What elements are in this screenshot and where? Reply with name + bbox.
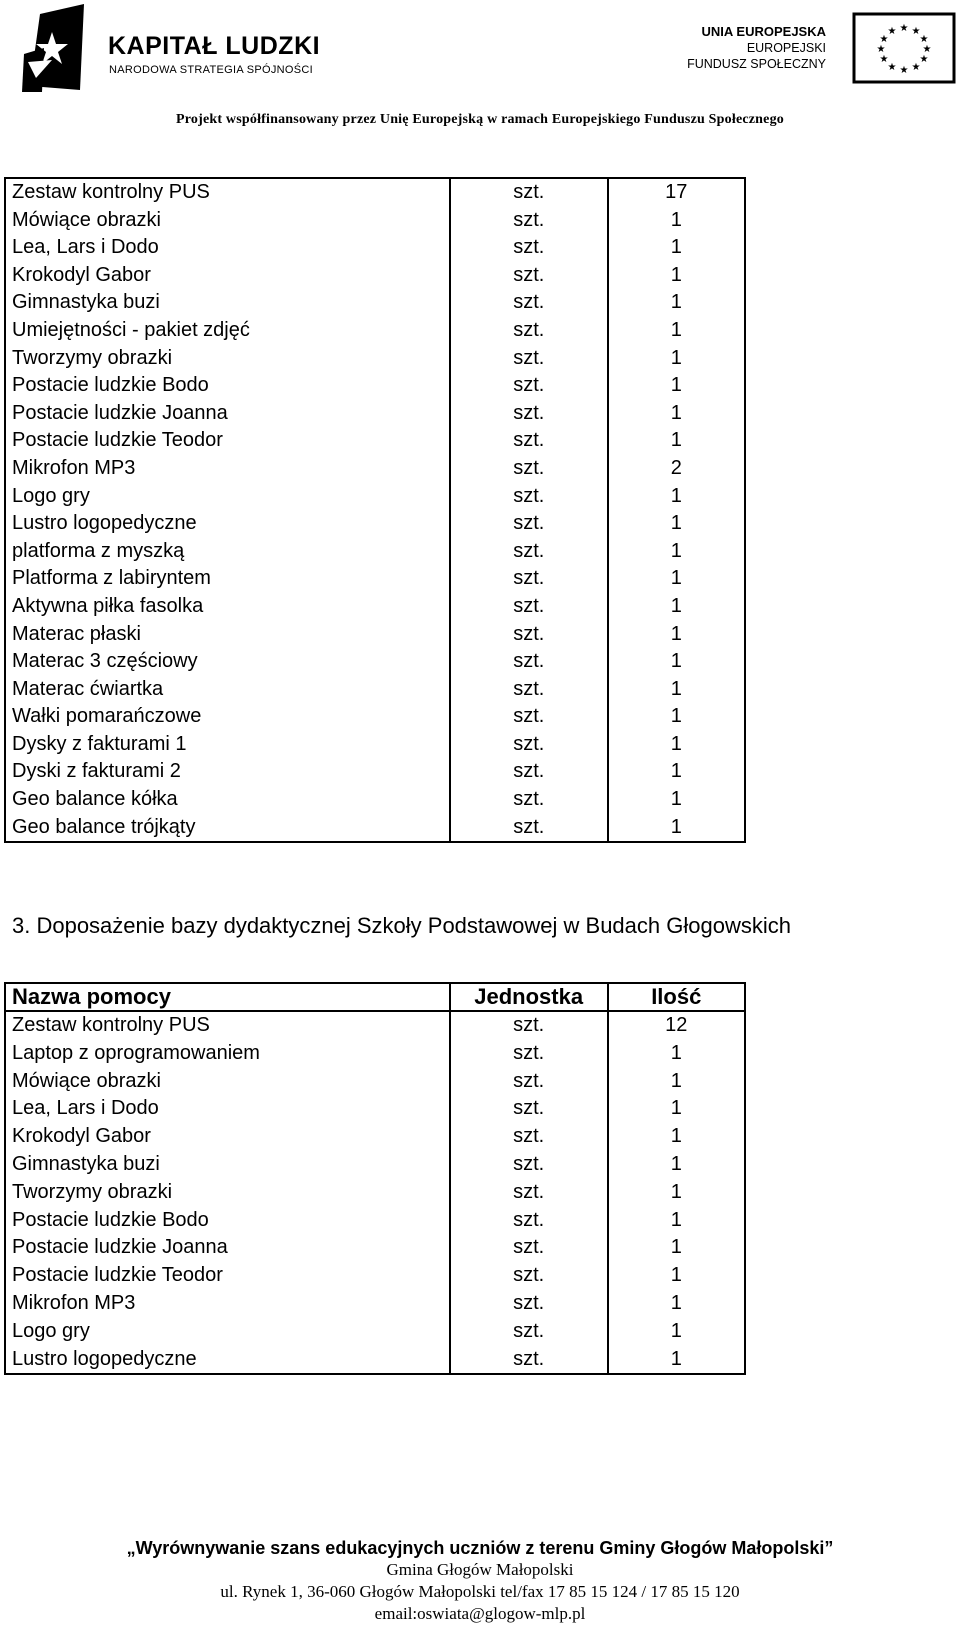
svg-text:★: ★: [899, 23, 909, 34]
svg-text:★: ★: [911, 26, 921, 37]
svg-text:★: ★: [876, 44, 886, 55]
item-quantity: 1: [608, 593, 746, 621]
table-row: [5, 1123, 745, 1151]
table-row: [5, 1011, 745, 1040]
item-name: Lustro logopedyczne: [5, 510, 450, 538]
item-quantity: 1: [608, 1346, 745, 1375]
table-row: [5, 538, 745, 566]
table-row: [5, 1262, 745, 1290]
table-row: [5, 1290, 745, 1318]
item-name: Lustro logopedyczne: [5, 1346, 450, 1375]
footer-email: email:oswiata@glogow-mlp.pl: [374, 1604, 586, 1623]
item-quantity: 1: [608, 676, 746, 704]
header-name: Nazwa pomocy: [5, 983, 450, 1011]
table-row: [5, 1234, 745, 1262]
svg-text:★: ★: [887, 26, 897, 37]
item-name: Zestaw kontrolny PUS: [5, 178, 450, 207]
item-name: Dysky z fakturami 1: [5, 731, 450, 759]
item-name: Umiejętności - pakiet zdjęć: [5, 317, 450, 345]
svg-text:★: ★: [899, 65, 909, 76]
item-quantity: 1: [608, 510, 746, 538]
item-unit: szt.: [450, 731, 607, 759]
item-name: platforma z myszką: [5, 538, 450, 566]
table-row: [5, 814, 745, 843]
item-name: Mikrofon MP3: [5, 1290, 450, 1318]
item-unit: szt.: [450, 234, 607, 262]
page-footer: [0, 1537, 960, 1625]
item-name: Gimnastyka buzi: [5, 289, 450, 317]
table-row: [5, 1068, 745, 1096]
svg-text:★: ★: [911, 62, 921, 73]
item-unit: szt.: [450, 676, 607, 704]
item-unit: szt.: [450, 1123, 608, 1151]
item-unit: szt.: [450, 317, 607, 345]
item-unit: szt.: [450, 510, 607, 538]
item-name: Geo balance trójkąty: [5, 814, 450, 843]
item-unit: szt.: [450, 1290, 608, 1318]
item-quantity: 1: [608, 1095, 745, 1123]
table-row: [5, 207, 745, 235]
item-quantity: 1: [608, 1179, 745, 1207]
svg-text:★: ★: [919, 34, 929, 45]
item-quantity: 1: [608, 1290, 745, 1318]
item-name: Laptop z oprogramowaniem: [5, 1040, 450, 1068]
table-row: [5, 262, 745, 290]
table-row: [5, 703, 745, 731]
eu-logo-line3: FUNDUSZ SPOŁECZNY: [687, 57, 826, 71]
item-quantity: 1: [608, 207, 746, 235]
item-quantity: 1: [608, 1123, 745, 1151]
item-name: Postacie ludzkie Teodor: [5, 1262, 450, 1290]
item-name: Krokodyl Gabor: [5, 262, 450, 290]
table-row: [5, 483, 745, 511]
table-row: [5, 1207, 745, 1235]
item-quantity: 1: [608, 1262, 745, 1290]
item-name: Wałki pomarańczowe: [5, 703, 450, 731]
item-name: Krokodyl Gabor: [5, 1123, 450, 1151]
item-quantity: 1: [608, 1207, 745, 1235]
item-quantity: 2: [608, 455, 746, 483]
item-unit: szt.: [450, 483, 607, 511]
item-quantity: 1: [608, 372, 746, 400]
item-name: Logo gry: [5, 1318, 450, 1346]
table-row: [5, 676, 745, 704]
item-unit: szt.: [450, 1346, 608, 1375]
item-name: Tworzymy obrazki: [5, 1179, 450, 1207]
item-unit: szt.: [450, 1207, 608, 1235]
eu-logo-text: [687, 24, 826, 72]
table-row: [5, 372, 745, 400]
cofinancing-note: Projekt współfinansowany przez Unię Europejską w ramach Europejskiego Funduszu Społecznego: [176, 112, 784, 127]
item-unit: szt.: [450, 1318, 608, 1346]
table-row: [5, 731, 745, 759]
item-name: Materac płaski: [5, 621, 450, 649]
item-unit: szt.: [450, 538, 607, 566]
item-quantity: 1: [608, 565, 746, 593]
table-row: [5, 178, 745, 207]
footer-project: „Wyrównywanie szans edukacyjnych uczniów z terenu Gminy Głogów Małopolski”: [126, 1538, 834, 1558]
item-unit: szt.: [450, 1011, 608, 1040]
table-row: [5, 786, 745, 814]
item-name: Logo gry: [5, 483, 450, 511]
item-quantity: 1: [608, 758, 746, 786]
item-unit: szt.: [450, 1151, 608, 1179]
table-row: [5, 1179, 745, 1207]
item-unit: szt.: [450, 786, 607, 814]
item-name: Materac ćwiartka: [5, 676, 450, 704]
item-quantity: 1: [608, 703, 746, 731]
item-quantity: 1: [608, 648, 746, 676]
item-unit: szt.: [450, 1179, 608, 1207]
svg-text:★: ★: [919, 54, 929, 65]
logo-title: KAPITAŁ LUDZKI: [108, 32, 321, 60]
item-unit: szt.: [450, 1040, 608, 1068]
item-quantity: 17: [608, 178, 746, 207]
item-unit: szt.: [450, 648, 607, 676]
item-unit: szt.: [450, 621, 607, 649]
item-name: Geo balance kółka: [5, 786, 450, 814]
table-row: [5, 621, 745, 649]
eu-flag-icon: [852, 12, 956, 84]
section-title: 3. Doposażenie bazy dydaktycznej Szkoły Podstawowej w Budach Głogowskich: [12, 913, 791, 938]
item-quantity: 1: [608, 538, 746, 566]
logo-subtitle: NARODOWA STRATEGIA SPÓJNOŚCI: [109, 64, 313, 76]
eu-logo-line1: UNIA EUROPEJSKA: [701, 24, 826, 39]
svg-text:★: ★: [887, 62, 897, 73]
table-row: [5, 648, 745, 676]
item-unit: szt.: [450, 289, 607, 317]
item-quantity: 1: [608, 1234, 745, 1262]
item-name: Postacie ludzkie Joanna: [5, 1234, 450, 1262]
table-row: [5, 758, 745, 786]
item-quantity: 1: [608, 1318, 745, 1346]
table-row: [5, 1151, 745, 1179]
item-unit: szt.: [450, 1095, 608, 1123]
table-row: [5, 593, 745, 621]
item-quantity: 1: [608, 1151, 745, 1179]
footer-institution: Gmina Głogów Małopolski: [386, 1560, 574, 1579]
item-unit: szt.: [450, 372, 607, 400]
item-name: Postacie ludzkie Joanna: [5, 400, 450, 428]
eu-logo-line2: EUROPEJSKI: [746, 41, 826, 55]
item-unit: szt.: [450, 758, 607, 786]
item-unit: szt.: [450, 1234, 608, 1262]
item-unit: szt.: [450, 400, 607, 428]
table-row: [5, 234, 745, 262]
item-name: Postacie ludzkie Teodor: [5, 427, 450, 455]
item-unit: szt.: [450, 262, 607, 290]
table-row: [5, 510, 745, 538]
item-quantity: 1: [608, 400, 746, 428]
svg-text:★: ★: [879, 54, 889, 65]
item-quantity: 1: [608, 483, 746, 511]
item-quantity: 1: [608, 621, 746, 649]
item-unit: szt.: [450, 207, 607, 235]
equipment-table-1: [4, 177, 746, 843]
item-quantity: 1: [608, 731, 746, 759]
table-row: [5, 1095, 745, 1123]
item-unit: szt.: [450, 565, 607, 593]
table-row: [5, 1318, 745, 1346]
item-quantity: 1: [608, 289, 746, 317]
item-unit: szt.: [450, 455, 607, 483]
item-quantity: 1: [608, 786, 746, 814]
item-unit: szt.: [450, 427, 607, 455]
eu-logo: [687, 12, 956, 86]
item-unit: szt.: [450, 345, 607, 373]
item-unit: szt.: [450, 1068, 608, 1096]
table-row: [5, 400, 745, 428]
header-unit: Jednostka: [450, 983, 608, 1011]
item-unit: szt.: [450, 814, 607, 843]
item-unit: szt.: [450, 703, 607, 731]
item-name: Postacie ludzkie Bodo: [5, 372, 450, 400]
item-quantity: 1: [608, 317, 746, 345]
table-row: [5, 1346, 745, 1375]
header-qty: Ilość: [608, 983, 745, 1011]
item-name: Postacie ludzkie Bodo: [5, 1207, 450, 1235]
svg-text:★: ★: [922, 44, 932, 55]
item-quantity: 1: [608, 814, 746, 843]
item-quantity: 1: [608, 234, 746, 262]
item-quantity: 1: [608, 1040, 745, 1068]
table-row: [5, 1040, 745, 1068]
item-name: Gimnastyka buzi: [5, 1151, 450, 1179]
item-name: Dyski z fakturami 2: [5, 758, 450, 786]
equipment-table-2: [4, 982, 746, 1375]
item-quantity: 12: [608, 1011, 745, 1040]
table-row: [5, 427, 745, 455]
table-header-row: [5, 983, 745, 1011]
footer-address: ul. Rynek 1, 36-060 Głogów Małopolski tel/fax 17 85 15 124 / 17 85 15 120: [220, 1582, 740, 1601]
kapital-ludzki-logo: [22, 2, 322, 94]
table-row: [5, 317, 745, 345]
item-unit: szt.: [450, 178, 607, 207]
item-name: Zestaw kontrolny PUS: [5, 1011, 450, 1040]
item-quantity: 1: [608, 427, 746, 455]
table-row: [5, 455, 745, 483]
item-name: Materac 3 częściowy: [5, 648, 450, 676]
item-quantity: 1: [608, 345, 746, 373]
item-name: Mówiące obrazki: [5, 207, 450, 235]
item-name: Mikrofon MP3: [5, 455, 450, 483]
table-row: [5, 345, 745, 373]
item-unit: szt.: [450, 593, 607, 621]
item-quantity: 1: [608, 1068, 745, 1096]
svg-text:★: ★: [879, 34, 889, 45]
item-name: Lea, Lars i Dodo: [5, 234, 450, 262]
item-name: Lea, Lars i Dodo: [5, 1095, 450, 1123]
kapital-ludzki-emblem-icon: [22, 2, 84, 94]
table-row: [5, 289, 745, 317]
item-name: Aktywna piłka fasolka: [5, 593, 450, 621]
item-name: Platforma z labiryntem: [5, 565, 450, 593]
item-quantity: 1: [608, 262, 746, 290]
item-name: Mówiące obrazki: [5, 1068, 450, 1096]
table-row: [5, 565, 745, 593]
item-unit: szt.: [450, 1262, 608, 1290]
item-name: Tworzymy obrazki: [5, 345, 450, 373]
